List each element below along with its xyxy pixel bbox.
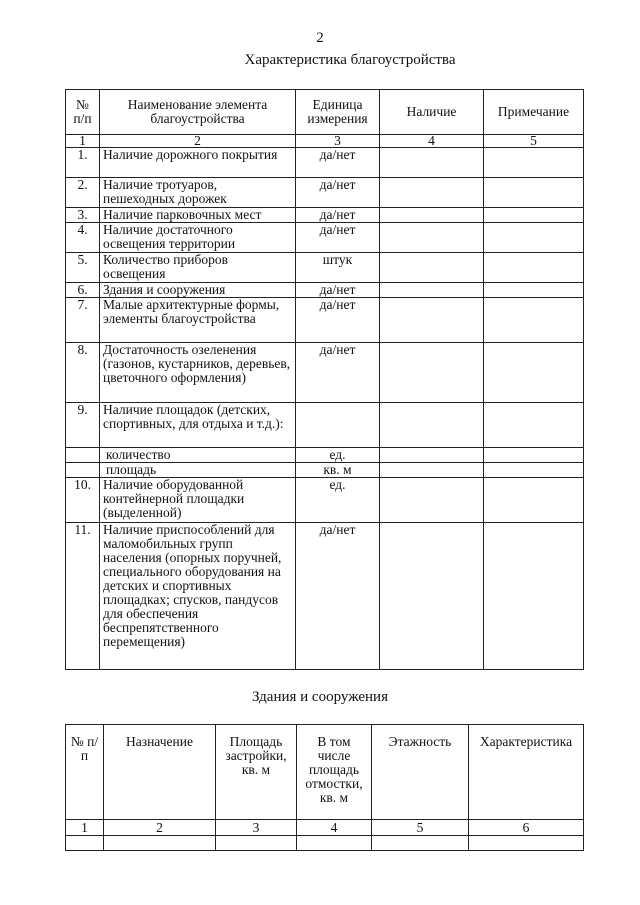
col-number: 5 <box>372 820 469 836</box>
table-header-row <box>66 725 584 820</box>
note-cell[interactable] <box>484 463 584 478</box>
col-number: 5 <box>484 135 584 148</box>
table-row <box>66 523 584 670</box>
empty-cell[interactable] <box>372 836 469 851</box>
row-number <box>66 448 100 463</box>
note-cell[interactable] <box>484 223 584 253</box>
note-cell[interactable] <box>484 523 584 670</box>
row-unit: да/нет <box>296 208 380 223</box>
col-number: 1 <box>66 135 100 148</box>
row-name: Наличие площадок (детских, спортивных, для отдыха и т.д.): <box>100 403 296 448</box>
row-name: Малые архитектурные формы, элементы благоустройства <box>100 298 296 343</box>
row-unit: штук <box>296 253 380 283</box>
header-purpose: Назначение <box>104 725 216 820</box>
empty-cell[interactable] <box>216 836 297 851</box>
header-no: № п/п <box>66 725 104 820</box>
header-characteristics: Характеристика <box>469 725 584 820</box>
table-row <box>66 836 584 851</box>
row-unit: да/нет <box>296 283 380 298</box>
row-unit: да/нет <box>296 223 380 253</box>
table-row <box>66 448 584 463</box>
table-header-row <box>66 90 584 135</box>
row-number: 8. <box>66 343 100 403</box>
header-unit: Единица измерения <box>296 90 380 135</box>
row-number: 6. <box>66 283 100 298</box>
note-cell[interactable] <box>484 448 584 463</box>
section-title-buildings: Здания и сооружения <box>252 689 388 705</box>
row-unit: да/нет <box>296 148 380 178</box>
presence-cell[interactable] <box>380 343 484 403</box>
row-number: 1. <box>66 148 100 178</box>
row-number: 7. <box>66 298 100 343</box>
row-unit: да/нет <box>296 343 380 403</box>
header-floors: Этажность <box>372 725 469 820</box>
col-number: 2 <box>104 820 216 836</box>
table-row <box>66 223 584 253</box>
table-row <box>66 253 584 283</box>
header-name: Наименование элемента благоустройства <box>100 90 296 135</box>
row-unit: кв. м <box>296 463 380 478</box>
column-number-row <box>66 135 584 148</box>
presence-cell[interactable] <box>380 463 484 478</box>
row-name: Наличие оборудованной контейнерной площадки (выделенной) <box>100 478 296 523</box>
row-number: 4. <box>66 223 100 253</box>
note-cell[interactable] <box>484 208 584 223</box>
col-number: 2 <box>100 135 296 148</box>
empty-cell[interactable] <box>104 836 216 851</box>
table-row <box>66 208 584 223</box>
row-name: Здания и сооружения <box>100 283 296 298</box>
table-row <box>66 403 584 448</box>
col-number: 6 <box>469 820 584 836</box>
section-title-landscaping: Характеристика благоустройства <box>244 52 456 68</box>
row-number <box>66 463 100 478</box>
presence-cell[interactable] <box>380 448 484 463</box>
note-cell[interactable] <box>484 253 584 283</box>
table-row <box>66 463 584 478</box>
note-cell[interactable] <box>484 148 584 178</box>
col-number: 1 <box>66 820 104 836</box>
presence-cell[interactable] <box>380 523 484 670</box>
col-number: 4 <box>380 135 484 148</box>
row-number: 3. <box>66 208 100 223</box>
presence-cell[interactable] <box>380 253 484 283</box>
row-unit <box>296 403 380 448</box>
buildings-table <box>65 724 584 851</box>
row-name: количество <box>100 448 296 463</box>
row-unit: да/нет <box>296 178 380 208</box>
note-cell[interactable] <box>484 478 584 523</box>
empty-cell[interactable] <box>297 836 372 851</box>
row-unit: ед. <box>296 478 380 523</box>
row-number: 9. <box>66 403 100 448</box>
table-row <box>66 148 584 178</box>
presence-cell[interactable] <box>380 478 484 523</box>
header-no: № п/п <box>66 90 100 135</box>
header-built-area: Площадь застройки, кв. м <box>216 725 297 820</box>
row-number: 2. <box>66 178 100 208</box>
note-cell[interactable] <box>484 403 584 448</box>
landscaping-table <box>65 89 584 670</box>
page-number: 2 <box>316 30 324 46</box>
empty-cell[interactable] <box>469 836 584 851</box>
table-row <box>66 178 584 208</box>
header-note: Примечание <box>484 90 584 135</box>
presence-cell[interactable] <box>380 403 484 448</box>
row-name: Наличие достаточного освещения территории <box>100 223 296 253</box>
table-row <box>66 298 584 343</box>
row-name: Наличие тротуаров, пешеходных дорожек <box>100 178 296 208</box>
row-number: 11. <box>66 523 100 670</box>
table-row <box>66 343 584 403</box>
row-unit: да/нет <box>296 523 380 670</box>
presence-cell[interactable] <box>380 208 484 223</box>
table-row <box>66 478 584 523</box>
row-name: Наличие приспособлений для маломобильных групп населения (опорных поручней, специального оборудования на детских и спортивных площадках; спусков, пандусов для обеспечения беспрепятственного перемещения) <box>100 523 296 670</box>
presence-cell[interactable] <box>380 148 484 178</box>
presence-cell[interactable] <box>380 283 484 298</box>
row-unit: да/нет <box>296 298 380 343</box>
note-cell[interactable] <box>484 298 584 343</box>
col-number: 4 <box>297 820 372 836</box>
note-cell[interactable] <box>484 283 584 298</box>
presence-cell[interactable] <box>380 178 484 208</box>
col-number: 3 <box>216 820 297 836</box>
row-name: Количество приборов освещения <box>100 253 296 283</box>
empty-cell[interactable] <box>66 836 104 851</box>
column-number-row <box>66 820 584 836</box>
row-number: 10. <box>66 478 100 523</box>
presence-cell[interactable] <box>380 298 484 343</box>
row-name: Достаточность озеленения (газонов, кустарников, деревьев, цветочного оформления) <box>100 343 296 403</box>
table-row <box>66 283 584 298</box>
header-presence: Наличие <box>380 90 484 135</box>
row-number: 5. <box>66 253 100 283</box>
presence-cell[interactable] <box>380 223 484 253</box>
note-cell[interactable] <box>484 343 584 403</box>
row-name: Наличие парковочных мест <box>100 208 296 223</box>
row-unit: ед. <box>296 448 380 463</box>
row-name: площадь <box>100 463 296 478</box>
col-number: 3 <box>296 135 380 148</box>
note-cell[interactable] <box>484 178 584 208</box>
header-blind-area: В том числе площадь отмостки, кв. м <box>297 725 372 820</box>
row-name: Наличие дорожного покрытия <box>100 148 296 178</box>
